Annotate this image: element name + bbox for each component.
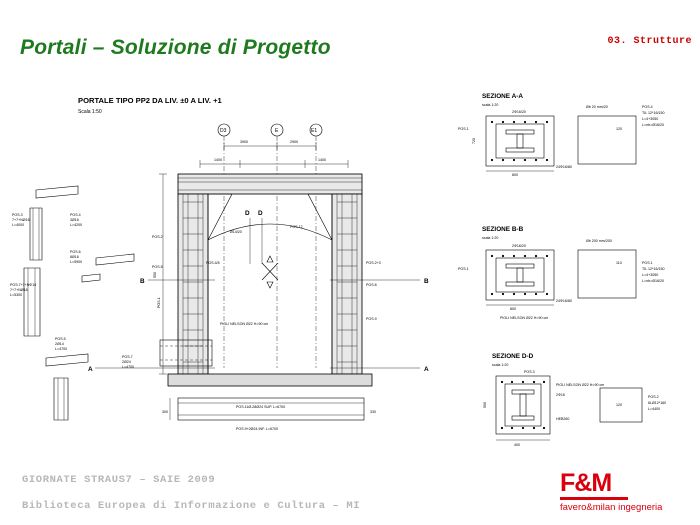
callout-12: POS.8 bbox=[366, 283, 377, 287]
logo-subtitle: favero&milan ingegneria bbox=[560, 502, 663, 513]
callout-2: POS.4 bbox=[70, 213, 81, 217]
section-a-label-pos1: POS.1 bbox=[458, 127, 469, 131]
section-b-dim-w: 800 bbox=[510, 307, 516, 311]
callout-1-line: POS.3 bbox=[12, 213, 23, 217]
callout-9: POS.2 bbox=[152, 235, 163, 239]
svg-text:2Ø14: 2Ø14 bbox=[55, 342, 64, 346]
beam-dim-right: 330 bbox=[370, 410, 376, 414]
section-d-pile-note: PIOLI NELSON Ø22 H=90 cm bbox=[556, 383, 605, 387]
svg-text:8Ø16: 8Ø16 bbox=[70, 255, 79, 259]
svg-text:L=5900: L=5900 bbox=[70, 260, 83, 264]
section-b-pile-note: PIOLI NELSON Ø22 H=90 cm bbox=[500, 316, 549, 320]
grid-label-e: E bbox=[275, 128, 279, 134]
svg-text:L=4700: L=4700 bbox=[55, 347, 68, 351]
dim-span-1: 3900 bbox=[240, 140, 248, 144]
section-a-label-stirrup: 2Φ16/20 bbox=[512, 110, 526, 114]
svg-text:POS.1: POS.1 bbox=[642, 261, 653, 265]
dim-span-2: 2900 bbox=[290, 140, 298, 144]
cut-mark-b-right: B bbox=[424, 278, 429, 285]
section-a-a bbox=[458, 93, 664, 177]
svg-text:L=nb=Ø16/20: L=nb=Ø16/20 bbox=[642, 279, 664, 283]
section-b-label-stirrup: 2Φ16/20 bbox=[512, 244, 526, 248]
dim-height: 550 bbox=[153, 272, 157, 278]
centre-marker bbox=[262, 256, 278, 288]
svg-text:2Ø24: 2Ø24 bbox=[122, 360, 131, 364]
grid-bubbles bbox=[218, 124, 322, 368]
svg-text:L=4200: L=4200 bbox=[70, 223, 83, 227]
callout-10: POS.1 bbox=[157, 297, 161, 308]
svg-text:POS.4: POS.4 bbox=[642, 105, 653, 109]
section-a-scale: scala 1:20 bbox=[482, 103, 499, 107]
section-d-label-heb: HEB260 bbox=[556, 417, 570, 421]
grid-label-e1: E1 bbox=[311, 128, 318, 134]
inner-dimension-line bbox=[200, 158, 348, 168]
section-b-label-pos1: POS.1 bbox=[458, 267, 469, 271]
logo-name: F&M bbox=[560, 469, 612, 497]
svg-text:6LØ12*160: 6LØ12*160 bbox=[648, 401, 667, 405]
pile-note: PIOLI NELSON Ø22 H=90 cm bbox=[220, 322, 269, 326]
callout-5: POS.5 bbox=[55, 337, 66, 341]
section-d-right-dim: 120 bbox=[616, 403, 622, 407]
svg-text:TIL 12*16/150: TIL 12*16/150 bbox=[642, 111, 665, 115]
svg-text:7+7+NØ16: 7+7+NØ16 bbox=[10, 288, 28, 292]
callout-4: POS.7+7+NΦ16 bbox=[10, 283, 37, 287]
section-b-title: SEZIONE B-B bbox=[482, 226, 524, 233]
cut-mark-b-left: B bbox=[140, 278, 145, 285]
section-d-dim-w: 400 bbox=[514, 443, 520, 447]
callout-6: POS.7 bbox=[122, 355, 133, 359]
svg-text:Ø14/20: Ø14/20 bbox=[230, 230, 242, 234]
callout-7: POS.4/5 bbox=[206, 261, 220, 265]
technical-drawing bbox=[0, 68, 700, 458]
grid-label-d3: D3 bbox=[220, 128, 227, 134]
section-b-label-bars: 24Φ16/80 bbox=[556, 299, 572, 303]
svg-text:L=4+3050: L=4+3050 bbox=[642, 117, 659, 121]
beam-note-top: POS.11Ø-28Ø24 SUP. L=6700 bbox=[236, 405, 286, 409]
svg-text:L=4000: L=4000 bbox=[12, 223, 25, 227]
svg-text:L=4700: L=4700 bbox=[122, 365, 135, 369]
svg-text:7+7+NØ16: 7+7+NØ16 bbox=[12, 218, 30, 222]
svg-text:L=4400: L=4400 bbox=[648, 407, 661, 411]
main-drawing-scale: Scala 1:50 bbox=[78, 109, 102, 115]
section-d-label-pos3: POS.3 bbox=[524, 370, 535, 374]
cut-mark-a-left: A bbox=[88, 366, 93, 373]
section-a-label-bars: 24Φ16/80 bbox=[556, 165, 572, 169]
dim-small-2: 1400 bbox=[318, 158, 326, 162]
bottom-beam-elevation bbox=[162, 398, 376, 431]
svg-text:POS.12: POS.12 bbox=[290, 225, 303, 229]
section-cut-marks bbox=[88, 210, 429, 373]
section-b-b bbox=[458, 226, 664, 320]
section-b-right-dim: 110 bbox=[616, 261, 622, 265]
svg-text:L=nb=Ø16/20: L=nb=Ø16/20 bbox=[642, 123, 664, 127]
section-d-dim-h: 500 bbox=[483, 402, 487, 408]
svg-text:POS.2: POS.2 bbox=[648, 395, 659, 399]
callout-13: POS.9 bbox=[366, 317, 377, 321]
section-label: 03. Strutture bbox=[607, 36, 692, 47]
section-a-dim-w: 800 bbox=[512, 173, 518, 177]
page-title: Portali – Soluzione di Progetto bbox=[20, 36, 331, 59]
callout-8: POS.5 bbox=[152, 265, 163, 269]
section-d-d bbox=[483, 353, 666, 447]
main-drawing-title: PORTALE TIPO PP2 DA LIV. ±0 A LIV. +1 bbox=[78, 96, 222, 105]
cut-mark-d-2: D bbox=[258, 210, 263, 217]
cut-mark-a-right: A bbox=[424, 366, 429, 373]
svg-text:3Ø16: 3Ø16 bbox=[70, 218, 79, 222]
beam-dim-left: 300 bbox=[162, 410, 168, 414]
section-b-scale: scala 1:20 bbox=[482, 236, 499, 240]
svg-text:Øb 20 mm/20: Øb 20 mm/20 bbox=[586, 105, 608, 109]
main-portal-drawing bbox=[10, 96, 429, 431]
section-d-title: SEZIONE D-D bbox=[492, 353, 534, 360]
callout-3: POS.6 bbox=[70, 250, 81, 254]
section-a-dim-h: 720 bbox=[472, 138, 476, 144]
cut-mark-d-1: D bbox=[245, 210, 250, 217]
section-a-right-dim: 120 bbox=[616, 127, 622, 131]
svg-text:TIL 12*16/150: TIL 12*16/150 bbox=[642, 267, 665, 271]
beam-note-bottom: POS.9+2Ø24 INF. L=6700 bbox=[236, 427, 278, 431]
logo-underline bbox=[560, 497, 628, 500]
section-d-label-2phi16: 2Φ16 bbox=[556, 393, 565, 397]
top-dimension-line bbox=[224, 140, 316, 150]
section-a-title: SEZIONE A-A bbox=[482, 93, 523, 100]
bar-detail-left-group bbox=[24, 186, 134, 420]
dim-small-1: 1400 bbox=[214, 158, 222, 162]
footer-event: GIORNATE STRAUS7 – SAIE 2009 bbox=[22, 474, 216, 486]
callout-11: POS.2+3 bbox=[366, 261, 381, 265]
svg-text:Øb 200 mm/200: Øb 200 mm/200 bbox=[586, 239, 612, 243]
footer-venue: Biblioteca Europea di Informazione e Cultura – MI bbox=[22, 500, 361, 512]
svg-text:L=4+3050: L=4+3050 bbox=[642, 273, 659, 277]
section-d-scale: scala 1:20 bbox=[492, 363, 509, 367]
svg-text:L=5300: L=5300 bbox=[10, 293, 23, 297]
foundation-strip bbox=[160, 322, 268, 366]
company-logo bbox=[560, 470, 690, 516]
